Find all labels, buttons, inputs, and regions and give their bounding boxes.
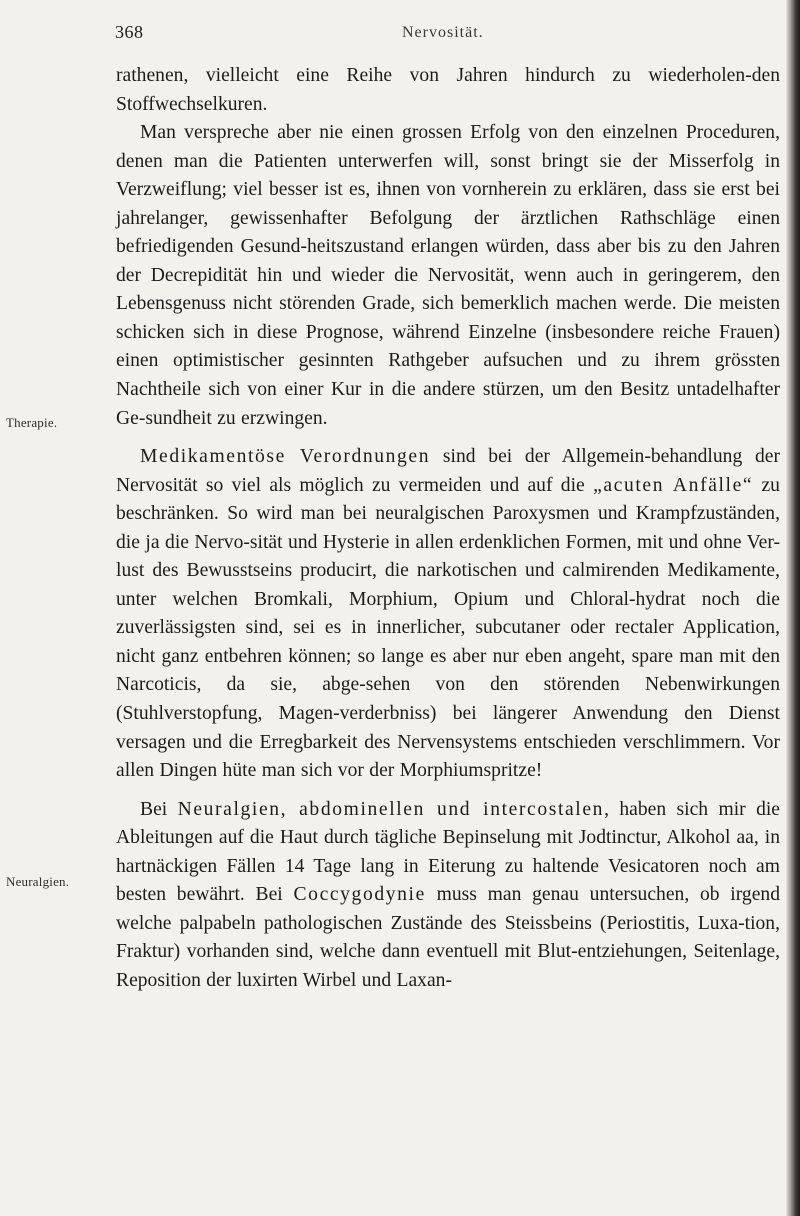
paragraph-3-text-a: sind bei der Allgemein-behandlung der Nervosität so viel als möglich zu vermeiden und auf die [116, 446, 781, 496]
page-edge-shadow [786, 0, 800, 1216]
paragraph-4-text-c: muss man genau untersuchen, ob irgend welche palpabeln pathologischen Zustände des Steissbeins (Periostitis, Luxa-tion, Fraktur) vorhanden sind, welche dann eventuell mit Blut-entziehungen, Seitenlage, Reposition der luxirten Wirbel und Laxan- [116, 884, 781, 991]
paragraph-3 [116, 443, 780, 786]
body-text [116, 62, 780, 996]
paragraph-4-text-b: , haben sich mir die Ableitungen auf die Haut durch tägliche Bepinselung mit Jodtinctur, Alkohol aa, in hartnäckigen Fällen 14 Tage lang in Eiterung zu haltende Vesicatoren noch am besten bewährt. Bei [116, 798, 781, 906]
paragraph-1: rathenen, vielleicht eine Reihe von Jahren hindurch zu wiederholen-den Stoffwechselkuren. [116, 65, 780, 115]
spaced-term-coccygodynie: Coccygodynie [293, 884, 426, 906]
margin-note-therapie: Therapie. [6, 415, 58, 430]
page-number: 368 [115, 22, 144, 42]
spaced-heading-medikamente: Medikamentöse Verordnungen [140, 446, 431, 468]
paragraph-3-text-b: zu beschränken. So wird man bei neuralgischen Paroxysmen und Krampfzuständen, die ja die Nervo-sität und Hysterie in allen erdenklichen Formen, mit und ohne Ver-lust des Bewusstseins producirt, die narkotischen und calmirenden Medikamente, unter welchen Bromkali, Morphium, Opium und Chloral-hydrat noch die zuverlässigsten sind, sei es in innerlicher, subcutaner oder rectaler Application, nicht ganz entbehren können; so lange es aber nur eben angeht, spare man mit den Narcoticis, da sie, abge-sehen von den störenden Nebenwirkungen (Stuhlverstopfung, Magen-verderbniss) bei längerer Anwendung den Dienst versagen und die Erregbarkeit des Nervensystems entschieden verschlimmern. Vor allen Dingen hüte man sich vor der Morphiumspritze! [116, 474, 780, 782]
page-header [0, 22, 790, 48]
spaced-heading-neuralgien: Neuralgien, abdominellen und intercostalen [177, 798, 605, 820]
spaced-term-acute: „acuten Anfälle“ [593, 474, 754, 496]
margin-note-neuralgien: Neuralgien. [6, 874, 70, 889]
paragraph-4 [116, 796, 780, 996]
running-head: Nervosität. [402, 24, 484, 41]
paragraph-2: Man verspreche aber nie einen grossen Erfolg von den einzelnen Proceduren, denen man die Patienten unterwerfen will, sonst bringt sie der Misserfolg in Verzweiflung; viel besser ist es, ihnen von vornherein zu erklären, dass sie erst bei jahrelanger, gewissenhafter Befolgung der ärztlichen Rathschläge einen befriedigenden Gesund-heitszustand erlangen würden, dass aber bis zu den Jahren der Decrepidität hin und wieder die Nervosität, wenn auch in geringerem, den Lebensgenuss nicht störenden Grade, sich bemerklich machen werde. Die meisten schicken sich in diese Prognose, während Einzelne (insbesondere reiche Frauen) einen optimistischer gesinnten Rathgeber aufsuchen und zu ihrem grössten Nachtheile sich von einer Kur in die andere stürzen, um den Besitz untadelhafter Ge-sundheit zu erzwingen. [116, 122, 780, 429]
paragraph-4-text-a: Bei [140, 798, 178, 820]
